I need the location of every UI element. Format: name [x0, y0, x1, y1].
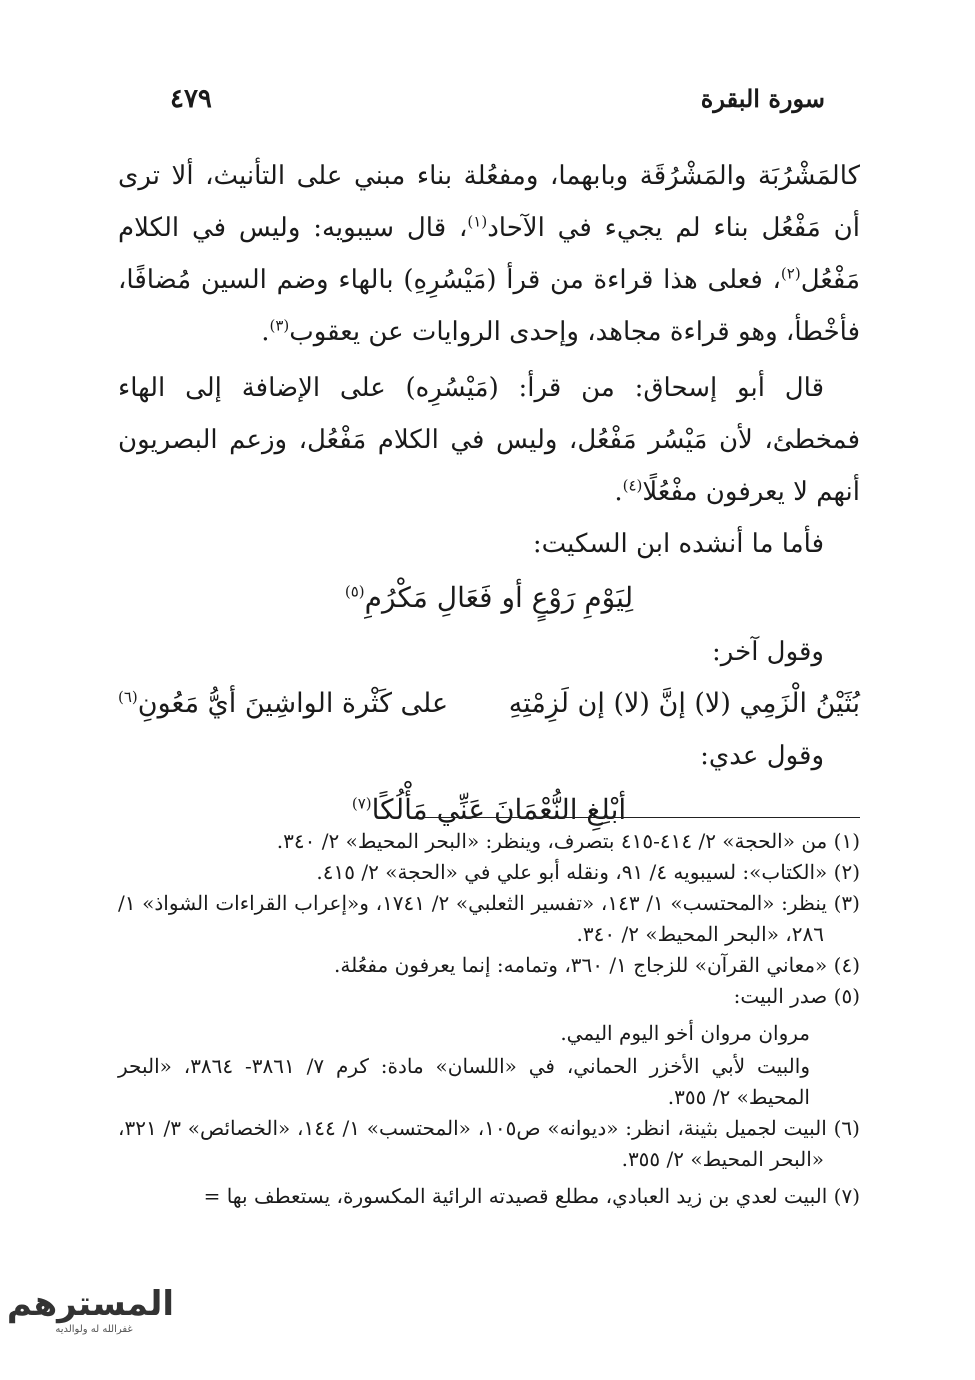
- footnote-7: (٧) البيت لعدي بن زيد العبادي، مطلع قصيدته الرائية المكسورة، يستعطف بها =: [203, 1184, 860, 1208]
- paragraph-2: [118, 362, 860, 518]
- footnote-3: (٣) ينظر: «المحتسب» ١/ ١٤٣، «تفسير الثعلبي» ٢/ ١٧٤١، و«إعراب القراءات الشواذ» ١/ ٢٨٦، «البحر المحيط» ٢/ ٣٤٠.: [118, 891, 860, 946]
- paragraph-2-text: قال أبو إسحاق: من قرأ: (مَيْسُرِه) على الإضافة إلى الهاء فمخطئ، لأن مَيْسُر مَفْعُل، وليس في الكلام مَفْعُل، وزعم البصريون أنهم لا يعرفون مفْعُلًا: [118, 373, 860, 507]
- watermark-logo-text: المسترهم: [6, 1284, 174, 1324]
- footnote-ref-3: (٣): [269, 316, 290, 335]
- watermark-logo: [6, 1284, 174, 1354]
- page-number: ٤٧٩: [170, 84, 212, 114]
- verse-1: [118, 572, 860, 624]
- paragraph-4: وقول آخر:: [712, 637, 824, 667]
- footnote-ref-5: (٥): [344, 582, 365, 601]
- paragraph-1-text-c: ، فعلى هذا قراءة من قرأ (مَيْسُرِهِ) بالهاء وضم السين مُضافًا، فأخْطأ، وهو قراءة مجاهد، وإحدى الروايات عن يعقوب: [118, 265, 860, 347]
- main-text: [118, 150, 860, 838]
- verse-2-first-hemistich: بُثَيْنُ الْزَمِي (لا) إنَّ (لا) إن لَزِمْتِهِ: [508, 688, 860, 719]
- paragraph-1-end: .: [261, 317, 270, 347]
- page-header: [170, 84, 825, 124]
- verse-1-text: لِيَوْمِ رَوْعٍ أو فَعَالِ مَكْرُمِ: [364, 581, 634, 614]
- footnote-ref-2: (٢): [780, 264, 801, 283]
- verse-2: [118, 678, 860, 730]
- footnote-1: (١) من «الحجة» ٢/ ٤١٤-٤١٥ بتصرف، وينظر: «البحر المحيط» ٢/ ٣٤٠.: [276, 829, 860, 853]
- verse-3-text: أبْلِغِ النُّعْمَانَ عَنِّي مَأْلُكًا: [371, 793, 627, 826]
- footnote-separator: [425, 817, 860, 818]
- footnote-2: (٢) «الكتاب»: لسيبويه ٤/ ٩١، ونقله أبو علي في «الحجة» ٢/ ٤١٥.: [316, 860, 860, 884]
- footnote-5: (٥) صدر البيت:: [733, 984, 860, 1008]
- watermark-logo-subtext: غفرالله له ولوالديه: [55, 1324, 133, 1335]
- paragraph-5: وقول عدي:: [700, 741, 824, 771]
- footnotes: [118, 826, 860, 1212]
- footnote-ref-6: (٦): [118, 688, 138, 706]
- verse-2-second-text: على كَثْرة الواشِينَ أيُّ مَعُونِ: [137, 688, 449, 719]
- footnote-5-continuation: والبيت لأبي الأخزر الحماني، في «اللسان» مادة: كرم ٧/ ٣٨٦١- ٣٨٦٤، «البحر المحيط» ٢/ ٣٥٥.: [118, 1054, 810, 1109]
- paragraph-1-text: كالمَشْرُبَة والمَشْرُقَة وبابهما، ومفعُلة بناء مبني على التأنيث، ألا ترى أن مَفْعُل بناء لم يجيء في الآحاد: [118, 161, 860, 243]
- paragraph-1-text-b: ، قال سيبويه: وليس في الكلام مَفْعُل: [118, 213, 860, 295]
- footnote-5-verse: مروان مروان أخو اليوم اليمي.: [560, 1021, 810, 1045]
- verse-2-second-hemistich: [118, 678, 448, 730]
- footnote-ref-1: (١): [467, 212, 488, 231]
- footnote-6: (٦) البيت لجميل بثينة، انظر: «ديوانه» ص١٠٥، «المحتسب» ١/ ١٤٤، «الخصائص» ٣/ ٣٢١، «البحر المحيط» ٢/ ٣٥٥.: [118, 1116, 860, 1171]
- footnote-ref-4: (٤): [622, 476, 643, 495]
- paragraph-2-end: .: [614, 477, 623, 507]
- footnote-4: (٤) «معاني القرآن» للزجاج ١/ ٣٦٠، وتمامه: إنما يعرفون مفعُلة.: [334, 953, 860, 977]
- paragraph-1: [118, 150, 860, 358]
- footnote-ref-7: (٧): [351, 794, 372, 813]
- paragraph-3: فأما ما أنشده ابن السكيت:: [532, 529, 824, 559]
- surah-title: سورة البقرة: [700, 84, 825, 113]
